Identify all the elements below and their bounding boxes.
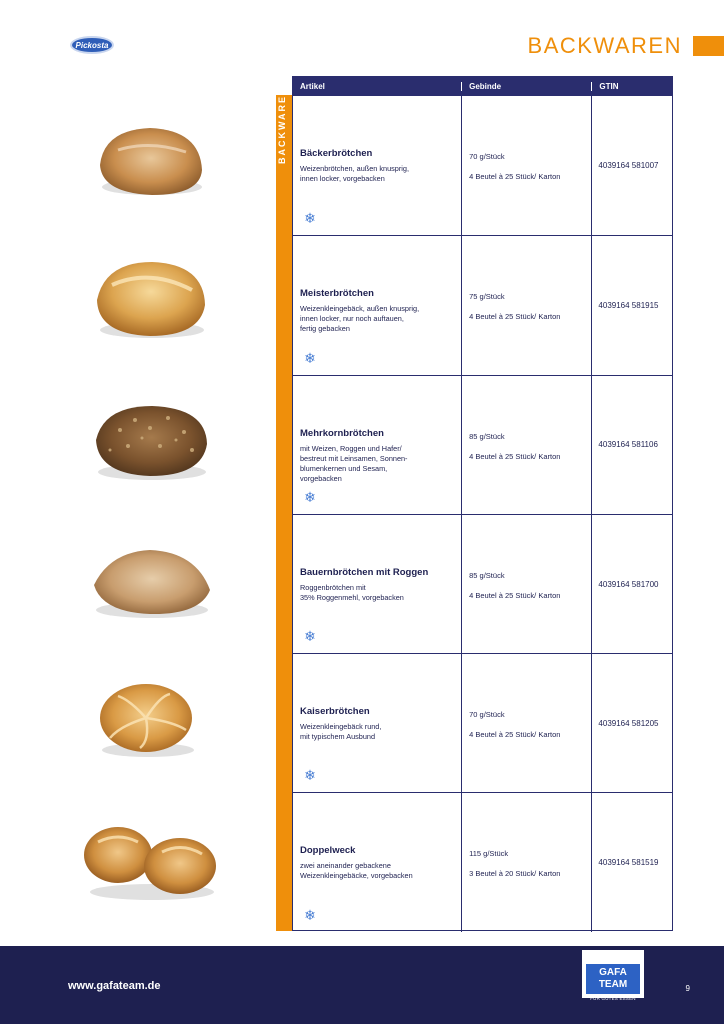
bread-baeckerbroetchen: [100, 128, 202, 195]
page-number: 9: [685, 984, 690, 993]
product-description-line: innen locker, vorgebacken: [300, 174, 385, 183]
snowflake-icon: ❄: [304, 628, 316, 645]
bread-kaiserbroetchen: [100, 684, 194, 757]
table-row: [293, 375, 672, 514]
cell-gebinde: [461, 96, 591, 235]
product-description-line: Weizenkleingebäck, außen knusprig,: [300, 304, 420, 314]
cell-gtin: 4039164 581007: [591, 96, 672, 235]
product-packaging: 4 Beutel à 25 Stück/ Karton: [469, 730, 561, 740]
product-packaging: 4 Beutel à 25 Stück/ Karton: [469, 312, 561, 322]
table-row: [293, 792, 672, 931]
cell-gebinde: [461, 793, 591, 931]
product-description-line: vorgebacken: [300, 473, 342, 483]
cell-gebinde: [461, 654, 591, 792]
product-name: Mehrkornbrötchen: [300, 427, 384, 439]
product-weight: 70 g/Stück: [469, 710, 505, 720]
product-table: [292, 76, 673, 931]
cell-gtin: 4039164 581700: [591, 515, 672, 653]
product-weight: 70 g/Stück: [469, 152, 505, 161]
product-description: [300, 444, 458, 484]
product-name: Kaiserbrötchen: [300, 706, 370, 718]
cell-gebinde: [461, 376, 591, 514]
page-footer: [0, 946, 724, 1024]
cell-gtin: 4039164 581915: [591, 236, 672, 374]
product-weight: 85 g/Stück: [469, 431, 505, 441]
product-description-line: Weizenkleingebäcke, vorgebacken: [300, 871, 413, 881]
product-description-line: innen locker, nur noch auftauen,: [300, 314, 404, 324]
product-name: Bäckerbrötchen: [300, 148, 373, 159]
snowflake-icon: ❄: [304, 488, 316, 505]
product-packaging: 4 Beutel à 25 Stück/ Karton: [469, 172, 561, 181]
cell-gtin: 4039164 581519: [591, 793, 672, 931]
product-description: [300, 722, 458, 742]
cell-gtin: 4039164 581106: [591, 376, 672, 514]
bread-doppelweck: [84, 827, 216, 900]
product-description-line: fertig gebacken: [300, 324, 350, 334]
snowflake-icon: ❄: [304, 349, 316, 366]
snowflake-icon: ❄: [304, 767, 316, 784]
product-packaging: 4 Beutel à 25 Stück/ Karton: [469, 451, 561, 461]
cell-gebinde: [461, 236, 591, 374]
table-row: [293, 653, 672, 792]
cell-artikel: [293, 236, 461, 374]
product-description: [300, 304, 458, 334]
bread-meisterbroetchen: [97, 262, 205, 338]
product-description: [300, 583, 458, 603]
product-description-line: blumenkernen und Sesam,: [300, 463, 388, 473]
cell-artikel: [293, 376, 461, 514]
product-weight: 75 g/Stück: [469, 292, 505, 302]
cell-gtin: 4039164 581205: [591, 654, 672, 792]
bread-bauernbroetchen: [94, 550, 210, 618]
page-title: BACKWAREN: [527, 33, 682, 58]
product-description-line: zwei aneinander gebackene: [300, 861, 391, 871]
product-name: Bauernbrötchen mit Roggen: [300, 566, 429, 578]
table-header: [293, 77, 672, 96]
product-packaging: 4 Beutel à 25 Stück/ Karton: [469, 590, 561, 600]
product-description: [300, 861, 458, 881]
product-name: Doppelweck: [300, 845, 356, 857]
website-link[interactable]: www.gafateam.de: [68, 980, 161, 992]
product-description-line: Roggenbrötchen mit: [300, 582, 366, 592]
column-header-artikel: Artikel: [300, 82, 325, 91]
cell-artikel: [293, 96, 461, 235]
product-description-line: bestreut mit Leinsamen, Sonnen-: [300, 453, 408, 463]
pickosta-logo: Pickosta: [70, 36, 114, 54]
cell-artikel: [293, 515, 461, 653]
cell-artikel: [293, 654, 461, 792]
product-description-line: 35% Roggenmehl, vorgebacken: [300, 592, 404, 602]
product-description-line: Weizenkleingebäck rund,: [300, 722, 382, 732]
bread-mehrkornbroetchen: [96, 406, 207, 480]
table-row: [293, 96, 672, 235]
snowflake-icon: ❄: [304, 210, 316, 227]
product-description: [300, 164, 458, 184]
column-header-gebinde: Gebinde: [461, 82, 591, 91]
product-name: Meisterbrötchen: [300, 288, 374, 300]
cell-artikel: [293, 793, 461, 931]
table-row: [293, 514, 672, 653]
product-description-line: mit Weizen, Roggen und Hafer/: [300, 443, 402, 453]
cell-gebinde: [461, 515, 591, 653]
product-description-line: Weizenbrötchen, außen knusprig,: [300, 164, 409, 173]
column-header-gtin: GTIN: [591, 82, 672, 91]
gafa-team-logo: GAFA TEAM FÜR GUTES ESSEN: [582, 950, 644, 998]
product-packaging: 3 Beutel à 20 Stück/ Karton: [469, 869, 561, 879]
table-row: [293, 235, 672, 374]
side-tab-label: BACKWAREN: [277, 86, 287, 164]
product-weight: 115 g/Stück: [469, 849, 509, 859]
product-weight: 85 g/Stück: [469, 570, 505, 580]
snowflake-icon: ❄: [304, 906, 316, 923]
product-description-line: mit typischem Ausbund: [300, 732, 376, 742]
